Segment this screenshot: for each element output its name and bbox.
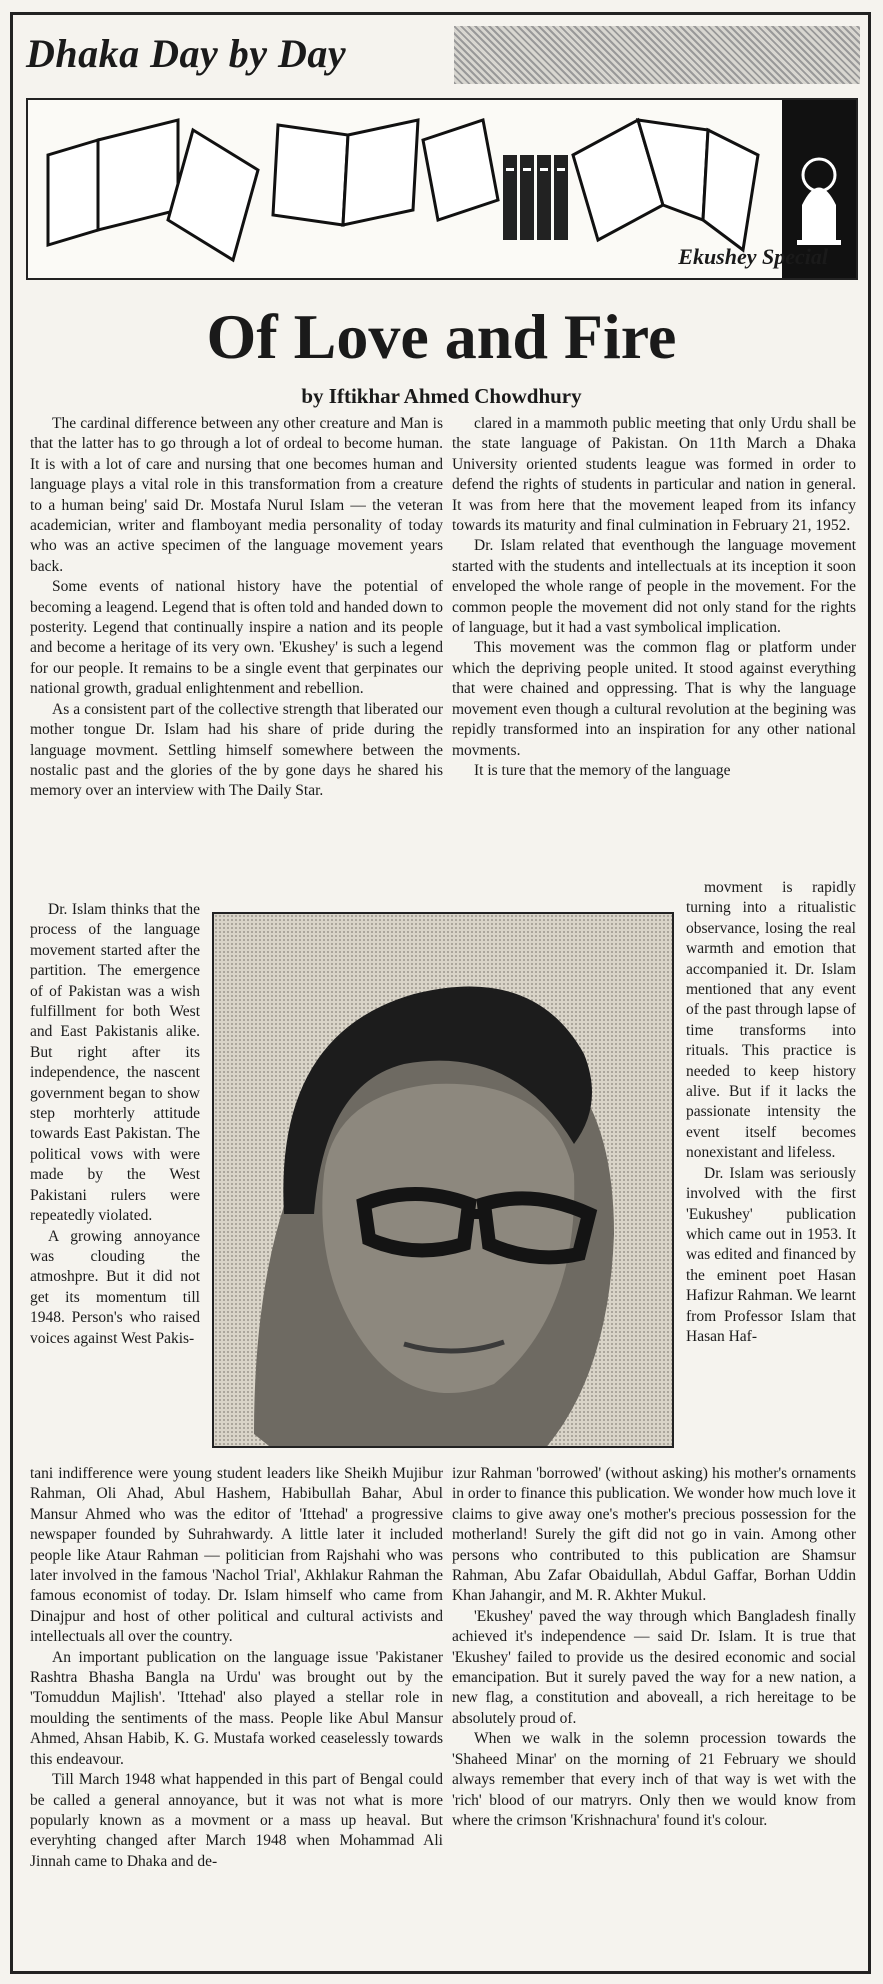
header-screen-tone (454, 26, 860, 84)
paragraph: Till March 1948 what happended in this part of Bengal could be called a general annoyance, but it was not what is more popularly known as a movment or a mass up heaval. But everyhting changed after March 1948 when Mohammad Ali Jinnah came to Dhaka and de- (30, 1771, 443, 1870)
column-2-bottom (452, 1464, 856, 1831)
column-1-bottom (30, 1464, 443, 1872)
paragraph: Some events of national history have the potential of becoming a leagend. Legend that is often told and handed down to posterity. Legend that continually inspire a nation and its people and become a heritage of its very own. 'Ekushey' is such a legend for our people. It remains to be a single event that gerpinates our national growth, gradual enlightenment and rebellion. (30, 578, 443, 698)
paragraph: clared in a mammoth public meeting that only Urdu shall be the state language of Pakistan. On 11th March a Dhaka University oriented students league was formed in order to defend the rights of students in particular and nation in general. It was from here that the movement leaped from its infancy towards its maturity and final culmination in February 21, 1952. (452, 415, 856, 535)
column-2-narrow (686, 878, 856, 1347)
ekushey-banner (26, 98, 858, 280)
article-byline: by Iftikhar Ahmed Chowdhury (301, 384, 582, 408)
paragraph: When we walk in the solemn procession towards the 'Shaheed Minar' on the morning of 21 February we should always remember that every inch of that way is wet with the 'rich' blood of our matryrs. Only then we would know from where the crimson 'Krishnachura' found it's colour. (452, 1730, 856, 1829)
paragraph: movment is rapidly turning into a ritualistic observance, losing the real warmth and emotion that accompanied it. Dr. Islam mentioned that any event of the past through lapse of time transforms into rituals. This practice is needed to keep history alive. But if it lacks the passionate intensity the event itself becomes nonexistant and lifeless. (686, 879, 856, 1162)
article-headline: Of Love and Fire (206, 301, 677, 372)
paragraph: This movement was the common flag or platform under which the depriving people united. It stood against everything that were chained and oppressing. That is why the language movement even though a cultural revolution at the begining was repidly transformed into an inspiration for any other national movments. (452, 639, 856, 759)
section-header (14, 16, 867, 86)
section-title: Dhaka Day by Day (26, 31, 347, 76)
column-1-top (30, 414, 443, 802)
paragraph: Dr. Islam related that eventhough the language movement started with the students and intellectuals at its inception it soon enveloped the whole range of people in the movement. For the common people the movement did not only stand for the rights of language, but it had a vast symbolical implication. (452, 537, 856, 637)
paragraph: Dr. Islam thinks that the process of the language movement started after the partition. The emergence of of Pakistan was a wish fulfillment for both West and East Pakistanis alike. But right after its independence, the nascent government began to show step morhterly attitude towards East Pakistan. The political vows with were made by the West Pakistani rulers were repeatedly violated. (30, 901, 200, 1225)
paragraph: As a consistent part of the collective strength that liberated our mother tongue Dr. Islam had his share of pride during the language movment. Settling himself somewhere between the nostalic past and the glories of the by gone days he shared his memory over an interview with The Daily Star. (30, 700, 443, 800)
paragraph: The cardinal difference between any other creature and Man is that the latter has to go through a lot of ordeal to become human. It is with a lot of care and nursing that one becomes human and language plays a vital role in this transformation from a creature to a human being' said Dr. Mostafa Nurul Islam — the veteran academician, writer and flamboyant media personality of today who was an active specimen of the language movement years back. (30, 415, 443, 575)
column-1-narrow (30, 900, 200, 1349)
paragraph: It is ture that the memory of the language (474, 761, 731, 779)
portrait-photo (212, 912, 674, 1448)
paragraph: izur Rahman 'borrowed' (without asking) his mother's ornaments in order to finance this publication. We wonder how much love it claims to give away one's mother's precious possession for the motherland! Surely the gift did not go in vain. Among other persons who contributed to this publication are Shamsur Rahman, Abu Zafar Obaidullah, Abdul Gaffar, Borhan Uddin Khan Jahangir, and M. R. Akhter Mukul. (452, 1465, 856, 1605)
paragraph: A growing annoyance was clouding the atmoshpre. But it did not get its momentum till 1948. Person's who raised voices against West Pakis- (30, 1227, 200, 1347)
ekushey-special-tag: Ekushey Special (678, 244, 828, 269)
column-2-top (452, 414, 856, 781)
paragraph: 'Ekushey' paved the way through which Bangladesh finally achieved it's independence — said Dr. Islam. It is true that 'Ekushey' failed to provide us the desired economic and social emancipation. But it surely paved the way for a new nation, a new flag, a constitution and aboveall, a rich hereitage to be absolutely proud of. (452, 1607, 856, 1727)
paragraph: tani indifference were young student leaders like Sheikh Mujibur Rahman, Oli Ahad, Abul Hashem, Habibullah Bahar, Abul Mansur Ahmed who was the editor of 'Ittehad' a progressive newspaper founded by Suhrahwardy. A little later it included people like Ataur Rahman — politician from Rajshahi who was later involved in the famous 'Nachol Trial', Akhlakur Rahman the famous economist of today. Dr. Islam himself who came from Dinajpur and host of other political and cultural activists and intellectuals all over the country. (30, 1465, 443, 1646)
paragraph: Dr. Islam was seriously involved with the first 'Eukushey' publication which came out in 1953. It was edited and financed by the eminent poet Hasan Hafizur Rahman. We learnt from Professor Islam that Hasan Haf- (686, 1164, 856, 1345)
paragraph: An important publication on the language issue 'Pakistaner Rashtra Bhasha Bangla na Urdu' was brought out by the 'Tomuddun Majlish'. 'Ittehad' also played a stellar role in moulding the sentiments of the mass. People like Abul Mansur Ahmed, Ahsan Habib, K. G. Mustafa worked ceaselessly towards this endeavour. (30, 1648, 443, 1768)
